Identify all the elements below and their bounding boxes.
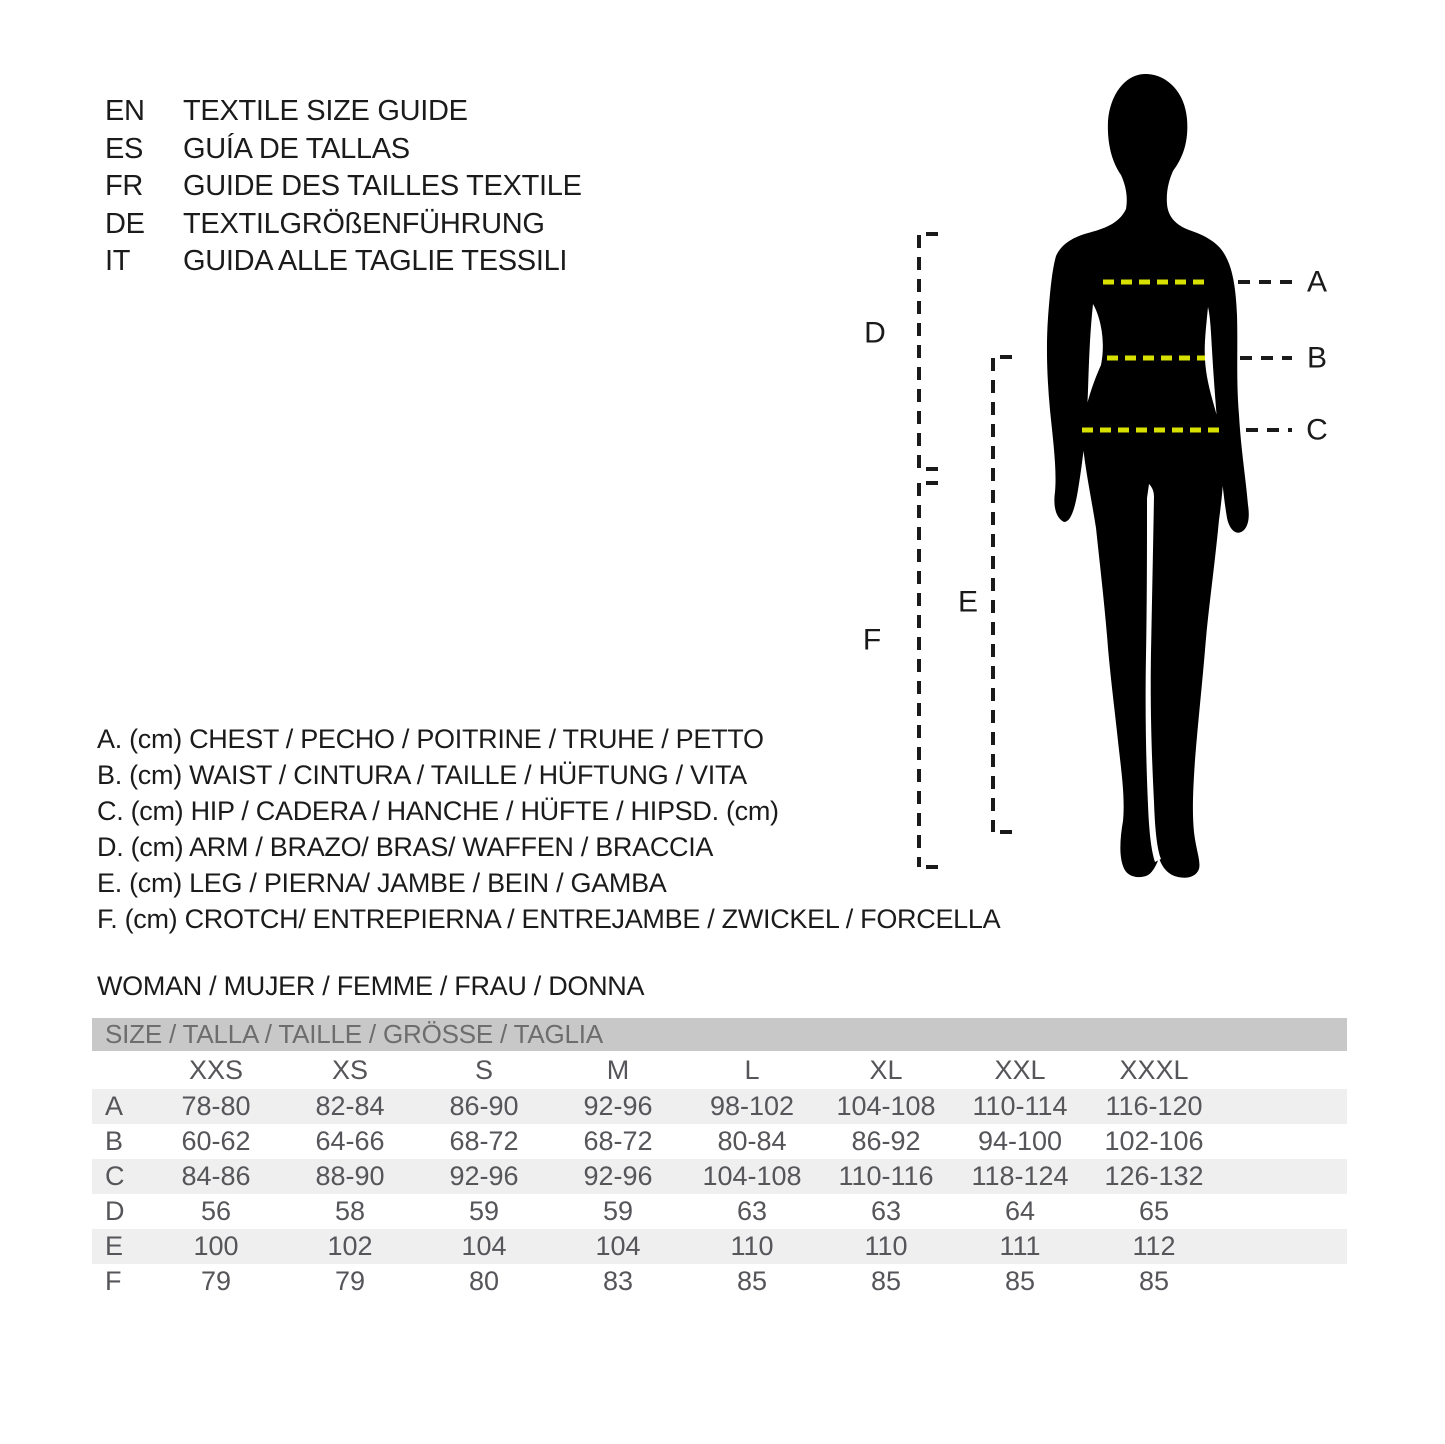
- cell: 82-84: [315, 1091, 385, 1121]
- figure-label-hip: C: [1306, 413, 1328, 447]
- size-col-xxxl: XXXL: [1119, 1054, 1189, 1085]
- cell: 63: [736, 1196, 768, 1226]
- row-label: C: [105, 1161, 125, 1191]
- cell: 100: [193, 1231, 239, 1261]
- size-col-l: L: [744, 1054, 760, 1085]
- figure-label-crotch: F: [862, 623, 882, 657]
- cell: 79: [200, 1266, 232, 1296]
- legend-item-hip: C. (cm) HIP / CADERA / HANCHE / HÜFTE / HIPSD. (cm): [97, 795, 779, 826]
- row-label: D: [105, 1196, 125, 1226]
- language-row-fr: [105, 168, 582, 206]
- size-col-xs: XS: [331, 1054, 369, 1085]
- figure-label-waist: B: [1306, 341, 1328, 375]
- language-code: DE: [105, 207, 145, 240]
- size-table-header-bar: SIZE / TALLA / TAILLE / GRÖSSE / TAGLIA: [92, 1018, 1347, 1051]
- size-table: [92, 1018, 1347, 1299]
- legend-item-leg: E. (cm) LEG / PIERNA/ JAMBE / BEIN / GAMBA: [97, 867, 667, 898]
- cell: 58: [334, 1196, 366, 1226]
- gender-heading: WOMAN / MUJER / FEMME / FRAU / DONNA: [97, 971, 645, 1001]
- cell: 104: [461, 1231, 507, 1261]
- leg-dimension-line: [993, 357, 1012, 832]
- row-label: F: [105, 1266, 122, 1296]
- legend-item-chest: A. (cm) CHEST / PECHO / POITRINE / TRUHE / PETTO: [97, 723, 764, 754]
- cell: 104: [595, 1231, 641, 1261]
- figure-label-leg: E: [957, 585, 979, 619]
- cell: 85: [1138, 1266, 1170, 1296]
- cell: 111: [999, 1231, 1041, 1261]
- language-row-es: [105, 131, 582, 169]
- cell: 98-102: [709, 1091, 795, 1121]
- row-label: E: [105, 1231, 124, 1261]
- cell: 56: [200, 1196, 232, 1226]
- cell: 60-62: [181, 1126, 251, 1156]
- table-row-a: [92, 1089, 1347, 1124]
- guide-title-fr: GUIDE DES TAILLES TEXTILE: [183, 170, 582, 203]
- cell: 92-96: [449, 1161, 519, 1191]
- size-col-xxs: XXS: [188, 1054, 244, 1085]
- guide-title-es: GUÍA DE TALLAS: [183, 132, 410, 165]
- size-col-xxl: XXL: [994, 1054, 1046, 1085]
- language-code: IT: [105, 245, 131, 278]
- guide-title-it: GUIDA ALLE TAGLIE TESSILI: [183, 245, 568, 278]
- legend-item-crotch: F. (cm) CROTCH/ ENTREPIERNA / ENTREJAMBE / ZWICKEL / FORCELLA: [97, 903, 1001, 934]
- cell: 86-90: [449, 1091, 519, 1121]
- cell: 110: [730, 1231, 774, 1261]
- cell: 102-106: [1104, 1126, 1204, 1156]
- language-code: EN: [105, 95, 145, 128]
- size-col-xl: XL: [869, 1054, 903, 1085]
- cell: 110: [864, 1231, 908, 1261]
- language-row-de: [105, 206, 582, 244]
- language-row-it: [105, 243, 582, 281]
- cell: 85: [1004, 1266, 1036, 1296]
- cell: 110-116: [838, 1161, 934, 1191]
- table-row-b: [92, 1124, 1347, 1159]
- cell: 63: [870, 1196, 902, 1226]
- table-row-d: [92, 1194, 1347, 1229]
- cell: 64: [1004, 1196, 1036, 1226]
- language-code: FR: [105, 170, 144, 203]
- cell: 68-72: [583, 1126, 653, 1156]
- size-col-s: S: [474, 1054, 493, 1085]
- language-title-list: [105, 93, 582, 281]
- cell: 116-120: [1105, 1091, 1203, 1121]
- cell: 80: [468, 1266, 500, 1296]
- legend-item-waist: B. (cm) WAIST / CINTURA / TAILLE / HÜFTUNG / VITA: [97, 759, 747, 790]
- cell: 94-100: [977, 1126, 1063, 1156]
- size-header-row: [92, 1051, 1347, 1089]
- legend-item-arm: D. (cm) ARM / BRAZO/ BRAS/ WAFFEN / BRACCIA: [97, 831, 714, 862]
- guide-title-de: TEXTILGRÖßENFÜHRUNG: [183, 207, 545, 240]
- cell: 65: [1138, 1196, 1170, 1226]
- arm-dimension-line: [919, 234, 938, 469]
- cell: 68-72: [449, 1126, 519, 1156]
- row-label: B: [105, 1126, 124, 1156]
- cell: 102: [327, 1231, 373, 1261]
- cell: 126-132: [1104, 1161, 1204, 1191]
- measurement-figure-svg: [840, 60, 1360, 890]
- cell: 92-96: [583, 1091, 653, 1121]
- cell: 84-86: [181, 1161, 251, 1191]
- cell: 59: [468, 1196, 500, 1226]
- cell: 79: [334, 1266, 366, 1296]
- guide-title-en: TEXTILE SIZE GUIDE: [183, 95, 468, 128]
- cell: 80-84: [717, 1126, 787, 1156]
- figure-label-chest: A: [1306, 265, 1328, 299]
- cell: 104-108: [702, 1161, 802, 1191]
- figure-label-arm: D: [864, 316, 886, 350]
- table-row-f: [92, 1264, 1347, 1299]
- woman-silhouette-figure: [1047, 74, 1249, 878]
- table-row-e: [92, 1229, 1347, 1264]
- cell: 118-124: [971, 1161, 1069, 1191]
- cell: 85: [870, 1266, 902, 1296]
- cell: 88-90: [315, 1161, 385, 1191]
- cell: 59: [602, 1196, 634, 1226]
- cell: 86-92: [851, 1126, 921, 1156]
- cell: 112: [1132, 1231, 1176, 1261]
- row-label: A: [105, 1091, 124, 1121]
- cell: 78-80: [181, 1091, 251, 1121]
- table-row-c: [92, 1159, 1347, 1194]
- cell: 85: [736, 1266, 768, 1296]
- crotch-dimension-line: [919, 483, 938, 867]
- language-code: ES: [105, 132, 144, 165]
- cell: 83: [602, 1266, 634, 1296]
- cell: 92-96: [583, 1161, 653, 1191]
- size-col-m: M: [606, 1054, 630, 1085]
- cell: 104-108: [836, 1091, 936, 1121]
- cell: 110-114: [972, 1091, 1068, 1121]
- measurement-figure: [840, 60, 1360, 890]
- cell: 64-66: [315, 1126, 385, 1156]
- language-row-en: [105, 93, 582, 131]
